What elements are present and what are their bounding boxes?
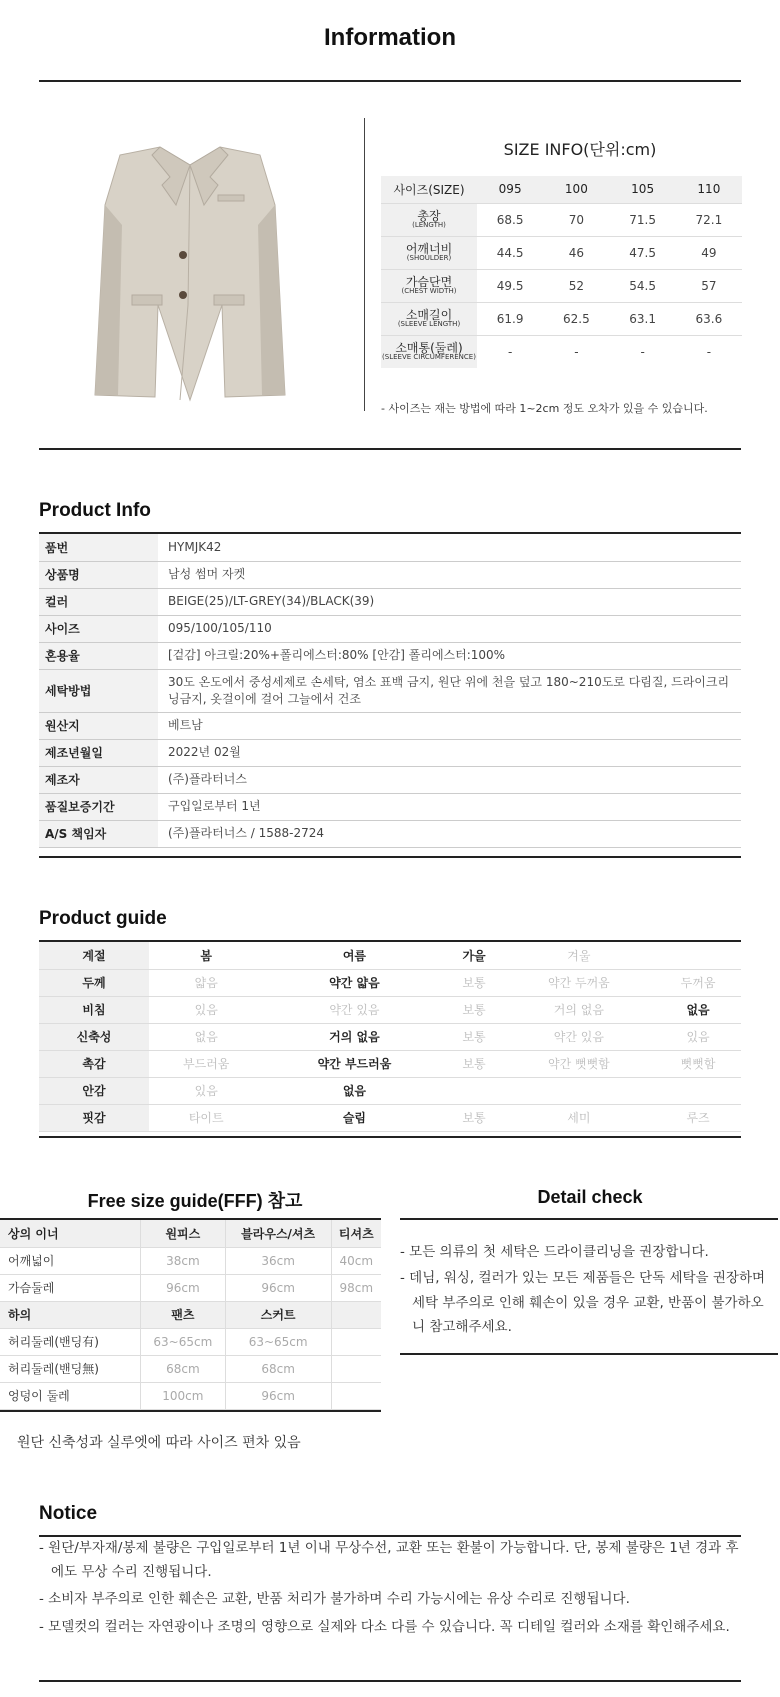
size-value: 46 <box>543 236 609 269</box>
guide-option: 보통 <box>445 996 502 1023</box>
free-size-cell <box>331 1382 381 1409</box>
guide-option: 약간 있음 <box>503 1023 655 1050</box>
size-value: 72.1 <box>676 203 742 236</box>
information-title: Information <box>324 24 456 51</box>
free-size-cell: 가슴둘레 <box>0 1274 141 1301</box>
size-value: 47.5 <box>610 236 676 269</box>
size-value: 63.1 <box>610 302 676 335</box>
guide-key: 촉감 <box>39 1050 149 1077</box>
table-row <box>39 534 741 561</box>
info-value: (주)플라터너스 <box>158 766 741 793</box>
size-value: 62.5 <box>543 302 609 335</box>
size-value: 54.5 <box>610 269 676 302</box>
guide-option: 보통 <box>445 1050 502 1077</box>
size-header-cell: 사이즈(SIZE) <box>381 176 477 203</box>
table-row <box>39 766 741 793</box>
guide-option: 가을 <box>445 942 502 969</box>
size-header-cell: 100 <box>543 176 609 203</box>
guide-option: 없음 <box>149 1023 263 1050</box>
guide-option: 약간 부드러움 <box>263 1050 445 1077</box>
button-icon <box>179 251 187 259</box>
info-key: 제조자 <box>39 766 158 793</box>
divider <box>400 1218 778 1220</box>
info-key: A/S 책임자 <box>39 820 158 847</box>
free-size-cell <box>331 1301 381 1328</box>
size-value: - <box>543 335 609 368</box>
product-info-table <box>39 534 741 848</box>
info-key: 품번 <box>39 534 158 561</box>
table-row <box>39 669 741 712</box>
size-value: 63.6 <box>676 302 742 335</box>
divider <box>39 856 741 858</box>
info-value: 베트남 <box>158 712 741 739</box>
guide-option: 부드러움 <box>149 1050 263 1077</box>
size-row-label-ko: 소매길이 <box>405 307 453 322</box>
table-row <box>381 236 742 269</box>
free-size-note: 원단 신축성과 실루엣에 따라 사이즈 편차 있음 <box>17 1435 301 1451</box>
size-value: - <box>477 335 543 368</box>
size-header-cell: 110 <box>676 176 742 203</box>
guide-key: 핏감 <box>39 1104 149 1131</box>
guide-option: 거의 없음 <box>263 1023 445 1050</box>
guide-option: 있음 <box>149 996 263 1023</box>
product-guide-table <box>39 942 741 1132</box>
table-row <box>0 1301 381 1328</box>
free-size-cell: 63~65cm <box>141 1328 226 1355</box>
guide-option: 있음 <box>655 1023 741 1050</box>
size-value: - <box>676 335 742 368</box>
table-row <box>381 335 742 368</box>
guide-option: 보통 <box>445 969 502 996</box>
table-row <box>39 969 741 996</box>
table-row <box>0 1274 381 1301</box>
notice-list <box>39 1537 741 1644</box>
size-table-header <box>381 176 742 203</box>
divider <box>0 1410 381 1412</box>
table-row <box>39 996 741 1023</box>
free-size-cell: 63~65cm <box>225 1328 331 1355</box>
table-row <box>39 1023 741 1050</box>
size-note: - 사이즈는 재는 방법에 따라 1~2cm 정도 오차가 있을 수 있습니다. <box>381 402 708 415</box>
size-value: 49.5 <box>477 269 543 302</box>
guide-option <box>503 1077 655 1104</box>
divider <box>39 1680 741 1682</box>
table-row <box>381 269 742 302</box>
info-value: 095/100/105/110 <box>158 615 741 642</box>
guide-option: 겨울 <box>503 942 655 969</box>
size-value: 70 <box>543 203 609 236</box>
table-row <box>39 739 741 766</box>
guide-option <box>655 942 741 969</box>
guide-option: 슬림 <box>263 1104 445 1131</box>
table-row <box>0 1220 381 1247</box>
free-size-cell: 96cm <box>225 1382 331 1409</box>
list-item: - 모든 의류의 첫 세탁은 드라이클리닝을 권장합니다. <box>400 1244 709 1260</box>
table-row <box>0 1247 381 1274</box>
table-row <box>0 1355 381 1382</box>
size-row-label-ko: 총장 <box>417 208 441 223</box>
info-key: 컬러 <box>39 588 158 615</box>
guide-option: 거의 없음 <box>503 996 655 1023</box>
size-header-cell: 095 <box>477 176 543 203</box>
size-table <box>381 176 742 368</box>
free-size-cell: 36cm <box>225 1247 331 1274</box>
guide-option: 뻣뻣함 <box>655 1050 741 1077</box>
size-value: 52 <box>543 269 609 302</box>
free-size-table <box>0 1220 381 1410</box>
guide-key: 안감 <box>39 1077 149 1104</box>
free-size-cell: 블라우스/셔츠 <box>225 1220 331 1247</box>
product-info-title: Product Info <box>39 500 151 521</box>
guide-option: 타이트 <box>149 1104 263 1131</box>
table-row <box>39 942 741 969</box>
guide-key: 비침 <box>39 996 149 1023</box>
info-key: 사이즈 <box>39 615 158 642</box>
free-size-cell: 상의 이너 <box>0 1220 141 1247</box>
info-key: 상품명 <box>39 561 158 588</box>
size-row-label-en: (SLEEVE LENGTH) <box>397 320 461 329</box>
info-value: (주)플라터너스 / 1588-2724 <box>158 820 741 847</box>
guide-option: 보통 <box>445 1104 502 1131</box>
guide-option: 두꺼움 <box>655 969 741 996</box>
size-row-label <box>381 203 477 236</box>
guide-option: 루즈 <box>655 1104 741 1131</box>
list-item: - 원단/부자재/봉제 불량은 구입일로부터 1년 이내 무상수선, 교환 또는 환불이 가능합니다. 단, 봉제 불량은 1년 경과 후에도 무상 수리 진행됩니다. <box>39 1540 739 1580</box>
guide-key: 두께 <box>39 969 149 996</box>
info-value: 2022년 02월 <box>158 739 741 766</box>
info-key: 세탁방법 <box>39 669 158 712</box>
guide-option: 약간 뻣뻣함 <box>503 1050 655 1077</box>
divider <box>39 80 741 82</box>
size-row-label <box>381 269 477 302</box>
guide-option: 봄 <box>149 942 263 969</box>
free-size-cell: 96cm <box>225 1274 331 1301</box>
free-size-cell: 팬츠 <box>141 1301 226 1328</box>
free-size-cell: 하의 <box>0 1301 141 1328</box>
free-size-cell: 96cm <box>141 1274 226 1301</box>
guide-key: 계절 <box>39 942 149 969</box>
size-value: 68.5 <box>477 203 543 236</box>
guide-option: 세미 <box>503 1104 655 1131</box>
table-row <box>381 203 742 236</box>
free-size-cell <box>331 1328 381 1355</box>
info-value: HYMJK42 <box>158 534 741 561</box>
info-key: 혼용율 <box>39 642 158 669</box>
table-row <box>39 793 741 820</box>
divider <box>400 1353 778 1355</box>
free-size-cell: 엉덩이 둘레 <box>0 1382 141 1409</box>
list-item: - 소비자 부주의로 인한 훼손은 교환, 반품 처리가 불가하며 수리 가능시에는 유상 수리로 진행됩니다. <box>39 1591 630 1608</box>
table-row <box>39 1077 741 1104</box>
list-item: - 모델컷의 컬러는 자연광이나 조명의 영향으로 실제와 다소 다를 수 있습니다. 꼭 디테일 컬러와 소재를 확인해주세요. <box>39 1618 730 1635</box>
list-item: - 데님, 워싱, 컬러가 있는 모든 제품들은 단독 세탁을 권장하며 세탁 부주의로 인해 훼손이 있을 경우 교환, 반품이 불가하오니 참고해주세요. <box>400 1270 766 1335</box>
free-size-cell: 어깨넓이 <box>0 1247 141 1274</box>
guide-key: 신축성 <box>39 1023 149 1050</box>
table-row <box>39 642 741 669</box>
size-row-label <box>381 302 477 335</box>
guide-option: 있음 <box>149 1077 263 1104</box>
free-size-cell: 68cm <box>141 1355 226 1382</box>
free-size-title: Free size guide(FFF) 참고 <box>87 1191 303 1211</box>
detail-check-title: Detail check <box>537 1187 643 1207</box>
info-key: 원산지 <box>39 712 158 739</box>
detail-check-list <box>400 1240 775 1341</box>
guide-option <box>445 1077 502 1104</box>
table-row <box>0 1382 381 1409</box>
size-row-label-ko: 소매통(둘레) <box>395 340 463 355</box>
guide-option <box>655 1077 741 1104</box>
size-info-title: SIZE INFO(단위:cm) <box>503 140 657 159</box>
button-icon <box>179 291 187 299</box>
table-row <box>39 1104 741 1131</box>
free-size-cell: 원피스 <box>141 1220 226 1247</box>
table-row <box>0 1328 381 1355</box>
size-row-label-en: (SLEEVE CIRCUMFERENCE) <box>382 353 476 362</box>
size-value: 44.5 <box>477 236 543 269</box>
free-size-cell: 티셔츠 <box>331 1220 381 1247</box>
table-row <box>39 820 741 847</box>
guide-option: 약간 얇음 <box>263 969 445 996</box>
size-row-label-en: (SHOULDER) <box>406 254 452 263</box>
free-size-cell: 40cm <box>331 1247 381 1274</box>
size-value: 71.5 <box>610 203 676 236</box>
free-size-cell: 38cm <box>141 1247 226 1274</box>
table-row <box>381 302 742 335</box>
free-size-cell: 허리둘레(밴딩有) <box>0 1328 141 1355</box>
size-value: 49 <box>676 236 742 269</box>
guide-option: 약간 있음 <box>263 996 445 1023</box>
guide-option: 얇음 <box>149 969 263 996</box>
size-row-label-ko: 어깨너비 <box>405 241 453 256</box>
product-guide-title: Product guide <box>39 908 167 929</box>
info-key: 제조년월일 <box>39 739 158 766</box>
guide-option: 없음 <box>263 1077 445 1104</box>
table-row <box>39 561 741 588</box>
free-size-cell: 허리둘레(밴딩無) <box>0 1355 141 1382</box>
info-value: 남성 썸머 자켓 <box>158 561 741 588</box>
free-size-cell: 98cm <box>331 1274 381 1301</box>
free-size-cell <box>331 1355 381 1382</box>
guide-option: 여름 <box>263 942 445 969</box>
info-value: BEIGE(25)/LT-GREY(34)/BLACK(39) <box>158 588 741 615</box>
size-value: 57 <box>676 269 742 302</box>
guide-option: 없음 <box>655 996 741 1023</box>
info-key: 품질보증기간 <box>39 793 158 820</box>
size-value: 61.9 <box>477 302 543 335</box>
jacket-image <box>80 145 300 405</box>
size-row-label-ko: 가슴단면 <box>405 274 453 289</box>
vertical-divider <box>364 118 365 411</box>
size-row-label <box>381 335 477 368</box>
table-row <box>39 712 741 739</box>
size-row-label-en: (CHEST WIDTH) <box>401 287 457 296</box>
guide-option: 보통 <box>445 1023 502 1050</box>
free-size-cell: 100cm <box>141 1382 226 1409</box>
free-size-cell: 스커트 <box>225 1301 331 1328</box>
free-size-cell: 68cm <box>225 1355 331 1382</box>
table-row <box>39 1050 741 1077</box>
info-value: 구입일로부터 1년 <box>158 793 741 820</box>
size-row-label-en: (LENGTH) <box>412 221 446 230</box>
table-row <box>39 615 741 642</box>
table-row <box>39 588 741 615</box>
divider <box>39 448 741 450</box>
guide-option: 약간 두꺼움 <box>503 969 655 996</box>
info-value: 30도 온도에서 중성세제로 손세탁, 염소 표백 금지, 원단 위에 천을 덮고 180~210도로 다림질, 드라이크리닝금지, 옷걸이에 걸어 그늘에서 건조 <box>158 669 741 712</box>
size-row-label <box>381 236 477 269</box>
size-header-cell: 105 <box>610 176 676 203</box>
notice-title: Notice <box>39 1503 98 1524</box>
info-value: [겉감] 아크릴:20%+폴리에스터:80% [안감] 폴리에스터:100% <box>158 642 741 669</box>
size-value: - <box>610 335 676 368</box>
divider <box>39 1136 741 1138</box>
